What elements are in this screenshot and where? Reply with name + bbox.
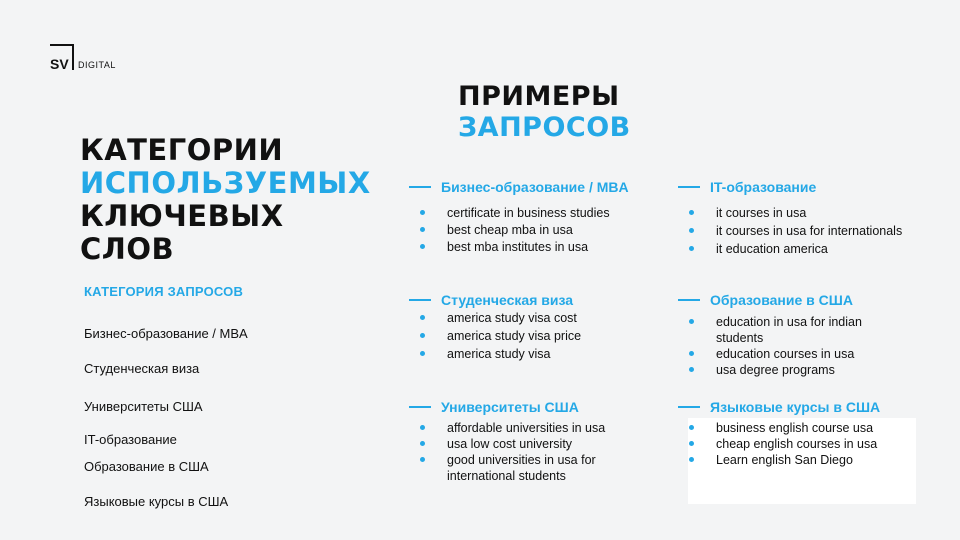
group-list	[678, 314, 908, 378]
category-item: Образование в США	[84, 459, 209, 474]
list-item-text: cheap english courses in usa	[716, 437, 878, 451]
list-item-text: certificate in business studies	[447, 206, 610, 220]
group-title	[409, 292, 679, 308]
dash-icon	[409, 406, 431, 408]
list-item	[678, 205, 948, 221]
list-item	[409, 205, 679, 221]
group-title	[409, 399, 654, 415]
category-item: Бизнес-образование / MBA	[84, 326, 248, 341]
group-title-text: Языковые курсы в США	[710, 399, 881, 415]
list-item-text: usa low cost university	[447, 437, 573, 451]
list-item	[678, 346, 908, 362]
group-visa	[409, 292, 679, 362]
bullet-icon	[420, 315, 425, 320]
logo	[50, 44, 116, 70]
list-item	[678, 420, 948, 436]
list-item	[409, 420, 654, 436]
group-title	[678, 399, 948, 415]
list-item	[409, 239, 679, 255]
logo-brand: SV	[50, 56, 69, 72]
list-item-text: america study visa price	[447, 329, 582, 343]
left-title-line4: СЛОВ	[80, 232, 175, 267]
list-item-text: education courses in usa	[716, 347, 855, 361]
group-title-text: Бизнес-образование / MBA	[441, 179, 629, 195]
group-list	[409, 310, 679, 362]
dash-icon	[678, 406, 700, 408]
list-item	[409, 436, 654, 452]
list-item-text: america study visa	[447, 347, 551, 361]
right-title-line1: ПРИМЕРЫ	[458, 81, 620, 112]
group-title-text: Университеты США	[441, 399, 579, 415]
bullet-icon	[420, 210, 425, 215]
list-item-text: best mba institutes in usa	[447, 240, 589, 254]
bullet-icon	[689, 367, 694, 372]
bullet-icon	[420, 333, 425, 338]
category-item: Языковые курсы в США	[84, 494, 229, 509]
bullet-icon	[689, 441, 694, 446]
bullet-icon	[420, 441, 425, 446]
left-title-line2: ИСПОЛЬЗУЕМЫХ	[80, 166, 371, 201]
dash-icon	[409, 186, 431, 188]
list-item	[678, 223, 948, 239]
right-title-line2: ЗАПРОСОВ	[458, 111, 631, 143]
group-language	[678, 399, 948, 468]
bullet-icon	[689, 457, 694, 462]
list-item-text: it courses in usa	[716, 206, 807, 220]
bullet-icon	[420, 227, 425, 232]
group-usa	[678, 292, 908, 378]
list-item	[409, 346, 679, 362]
bullet-icon	[420, 244, 425, 249]
group-list	[409, 205, 679, 255]
list-item	[409, 222, 679, 238]
group-title	[409, 179, 679, 195]
bullet-icon	[689, 228, 694, 233]
group-title	[678, 179, 948, 195]
right-title	[458, 82, 631, 144]
list-item-text: Learn english San Diego	[716, 453, 853, 467]
list-item	[678, 314, 908, 346]
group-list	[678, 205, 948, 257]
list-item-text: best cheap mba in usa	[447, 223, 573, 237]
list-item-text: affordable universities in usa	[447, 421, 606, 435]
group-list	[409, 420, 654, 484]
list-item	[678, 452, 948, 468]
category-item: Университеты США	[84, 399, 203, 414]
list-item-text: good universities in usa for international students	[447, 453, 596, 483]
bullet-icon	[689, 425, 694, 430]
category-item: Студенческая виза	[84, 361, 200, 376]
dash-icon	[678, 186, 700, 188]
group-it	[678, 179, 948, 257]
group-title-text: IT-образование	[710, 179, 817, 195]
list-item	[678, 362, 908, 378]
group-universities	[409, 399, 654, 484]
logo-sub: DIGITAL	[78, 60, 116, 70]
list-item-text: business english course usa	[716, 421, 874, 435]
list-item-text: education in usa for indian students	[716, 315, 862, 345]
list-item	[409, 452, 654, 484]
logo-mark	[50, 44, 74, 70]
bullet-icon	[689, 210, 694, 215]
list-item-text: america study visa cost	[447, 311, 577, 325]
group-title-text: Образование в США	[710, 292, 853, 308]
group-mba	[409, 179, 679, 255]
category-item: IT-образование	[84, 432, 177, 447]
list-item-text: it courses in usa for internationals	[716, 224, 903, 238]
bullet-icon	[420, 457, 425, 462]
left-title	[80, 134, 371, 266]
list-item-text: it education america	[716, 242, 828, 256]
group-list	[678, 420, 948, 468]
list-item	[678, 241, 948, 257]
list-item-text: usa degree programs	[716, 363, 835, 377]
group-title-text: Студенческая виза	[441, 292, 574, 308]
bullet-icon	[689, 351, 694, 356]
bullet-icon	[420, 351, 425, 356]
group-title	[678, 292, 908, 308]
bullet-icon	[689, 246, 694, 251]
dash-icon	[409, 299, 431, 301]
bullet-icon	[689, 319, 694, 324]
bullet-icon	[420, 425, 425, 430]
list-item	[409, 328, 679, 344]
list-item	[409, 310, 679, 326]
left-title-line3: КЛЮЧЕВЫХ	[80, 199, 284, 234]
dash-icon	[678, 299, 700, 301]
categories-header: КАТЕГОРИЯ ЗАПРОСОВ	[84, 284, 244, 299]
left-title-line1: КАТЕГОРИИ	[80, 133, 284, 167]
list-item	[678, 436, 948, 452]
